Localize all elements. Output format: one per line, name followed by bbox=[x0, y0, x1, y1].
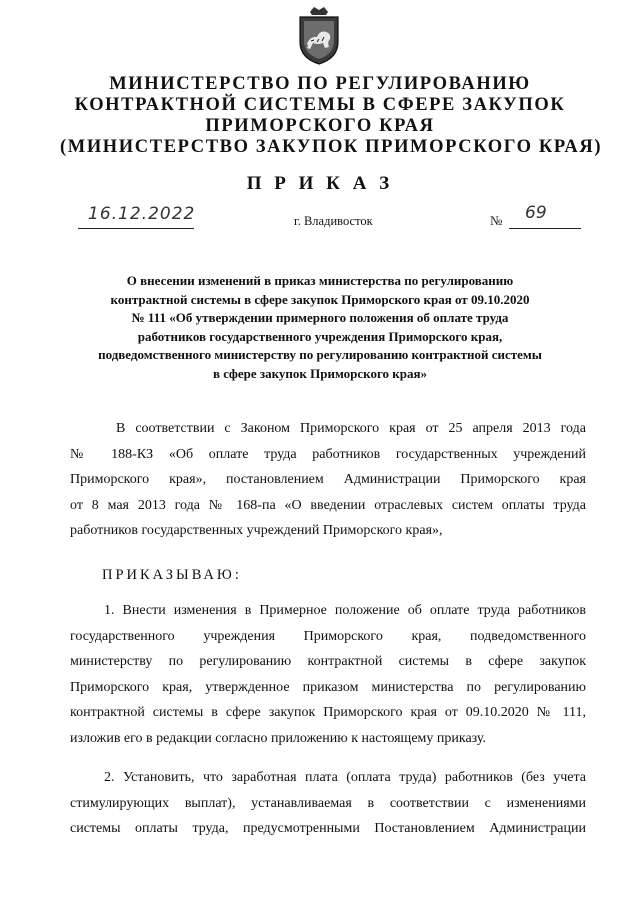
header-line: КОНТРАКТНОЙ СИСТЕМЫ В СФЕРЕ ЗАКУПОК bbox=[74, 95, 566, 115]
subject-line: подведомственного министерству по регулированию контрактной системы bbox=[98, 347, 542, 362]
subject-line: в сфере закупок Приморского края» bbox=[212, 365, 428, 381]
number-value: 69 bbox=[525, 203, 547, 223]
date-field bbox=[78, 204, 194, 229]
clause-2-paragraph bbox=[70, 765, 586, 842]
paragraph-line: контрактной системы в сфере закупок Приморского края от 09.10.2020 № 111, bbox=[70, 705, 586, 720]
paragraph-line: Приморского края, утвержденное приказом министерства по регулированию bbox=[70, 679, 586, 695]
paragraph-line: 2. Установить, что заработная плата (оплата труда) работников (без учета bbox=[104, 770, 586, 785]
number-field bbox=[509, 204, 581, 229]
clause-1-paragraph bbox=[70, 598, 586, 751]
subject-line: контрактной системы в сфере закупок Приморского края от 09.10.2020 bbox=[110, 291, 530, 307]
paragraph-line: стимулирующих выплат), устанавливаемая в соответствии с изменениями bbox=[70, 795, 586, 811]
paragraph-line: Приморского края», постановлением Администрации Приморского края bbox=[70, 472, 586, 487]
order-subject bbox=[70, 272, 570, 383]
header-line: (МИНИСТЕРСТВО ЗАКУПОК ПРИМОРСКОГО КРАЯ) bbox=[60, 137, 603, 157]
paragraph-line: работников государственных учреждений Приморского края», bbox=[70, 523, 443, 538]
subject-line: О внесении изменений в приказ министерства по регулированию bbox=[126, 273, 514, 288]
paragraph-line: 1. Внести изменения в Примерное положение об оплате труда работников bbox=[104, 603, 586, 618]
paragraph-line: № 188-КЗ «Об оплате труда работников государственных учреждений bbox=[70, 446, 586, 462]
preamble-paragraph bbox=[70, 416, 586, 544]
city-label: г. Владивосток bbox=[294, 214, 373, 228]
primorsky-coat-of-arms-icon bbox=[296, 6, 342, 66]
paragraph-line: от 8 мая 2013 года № 168-па «О введении отраслевых систем оплаты труда bbox=[70, 497, 586, 513]
subject-line: № 111 «Об утверждении примерного положения об оплате труда bbox=[131, 310, 509, 325]
subject-line: работников государственного учреждения Приморского края, bbox=[137, 328, 503, 344]
document-title: П Р И К А З bbox=[246, 173, 394, 194]
paragraph-line: В соответствии с Законом Приморского края от 25 апреля 2013 года bbox=[116, 421, 586, 436]
number-label: № bbox=[490, 213, 503, 228]
header-line: ПРИМОРСКОГО КРАЯ bbox=[205, 116, 435, 136]
paragraph-line: министерству по регулированию контрактной системы в сфере закупок bbox=[70, 654, 586, 669]
header-line: МИНИСТЕРСТВО ПО РЕГУЛИРОВАНИЮ bbox=[109, 74, 531, 94]
paragraph-line: системы оплаты труда, предусмотренными Постановлением Администрации bbox=[70, 821, 586, 836]
date-value: 16.12.2022 bbox=[88, 204, 196, 224]
paragraph-line: государственного учреждения Приморского края, подведомственного bbox=[70, 628, 586, 644]
ministry-header bbox=[60, 74, 603, 158]
order-directive: ПРИКАЗЫВАЮ: bbox=[102, 567, 242, 583]
paragraph-line: изложив его в редакции согласно приложению к настоящему приказу. bbox=[70, 730, 487, 746]
